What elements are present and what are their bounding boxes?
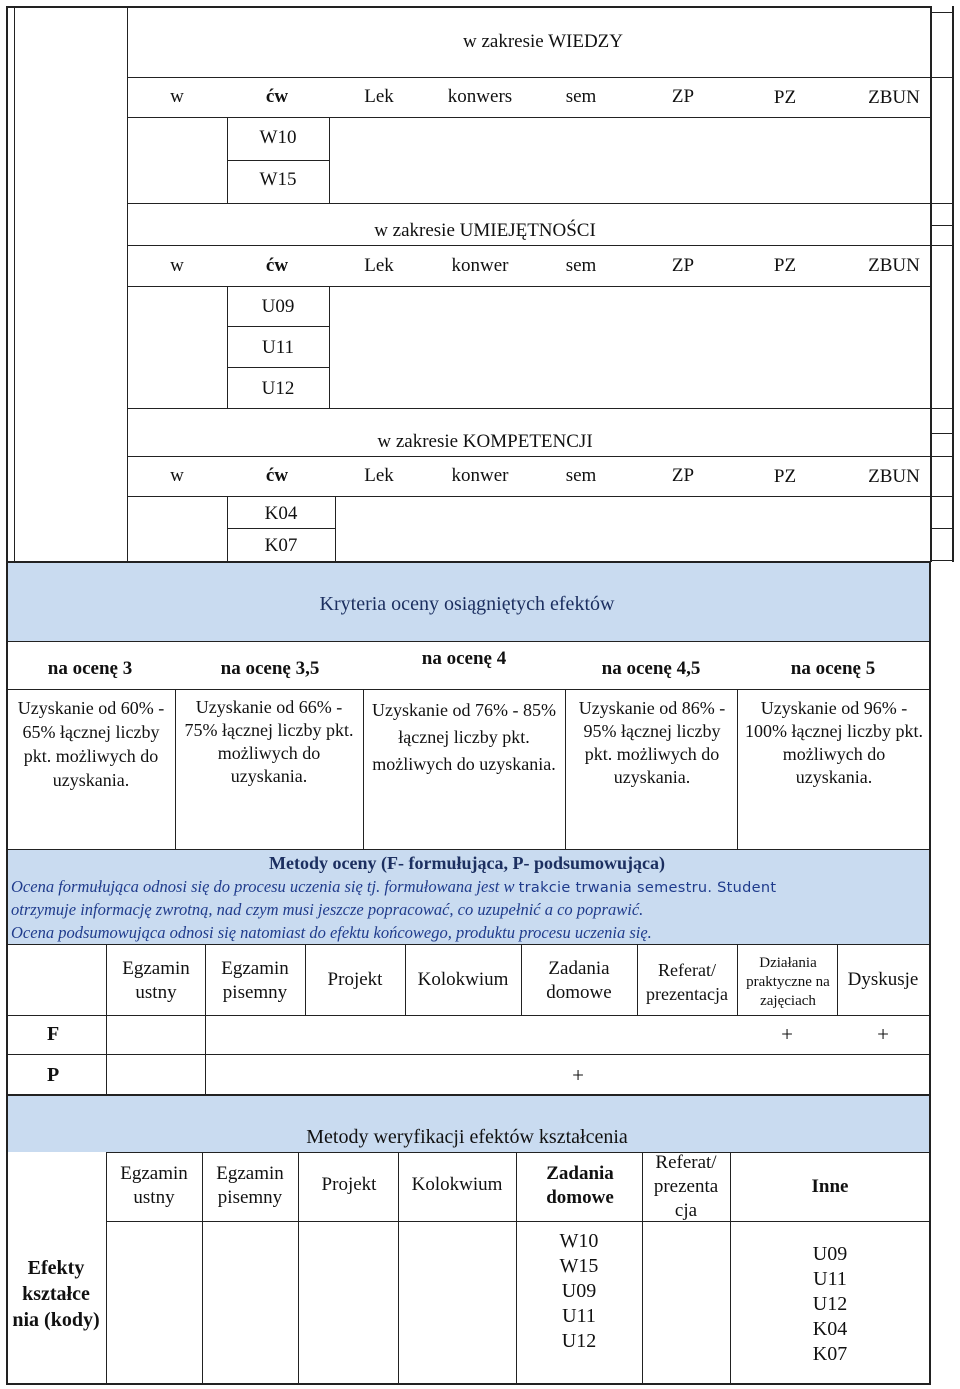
divider (106, 944, 107, 1094)
frame-left-inner (14, 6, 15, 562)
inne-code: U09 (812, 1243, 848, 1265)
divider (127, 456, 930, 457)
umiejetnosci-col-pz: PZ (773, 255, 797, 276)
umiejetnosci-row: U12 (261, 378, 295, 399)
method-dyskusje: Dyskusje (847, 969, 919, 990)
divider (930, 225, 953, 226)
inne-code: U12 (812, 1293, 848, 1315)
divider (106, 1221, 931, 1222)
grade-3-description: Uzyskanie od 60% - 65% łącznej liczby pkt. możliwych do uzyskania. (17, 698, 165, 790)
divider (6, 849, 8, 1094)
kompetencje-row: K04 (264, 503, 298, 524)
frame-top (6, 6, 930, 8)
frame-left (6, 6, 8, 562)
divider (521, 944, 522, 1015)
divider (929, 1094, 931, 1384)
verify-kolokwium: Kolokwium (411, 1174, 503, 1195)
divider (127, 77, 953, 78)
wiedza-row: W15 (259, 169, 297, 190)
divider (175, 689, 176, 849)
grade-4-description: Uzyskanie od 76% - 85% łącznej liczby pkt. możliwych do uzyskania. (372, 700, 556, 774)
divider (930, 528, 953, 529)
divider (516, 1152, 517, 1384)
divider (642, 1152, 643, 1384)
method-egzamin-ustny: Egzamin ustny (122, 958, 190, 1003)
kompetencje-col-zbun: ZBUN (868, 466, 920, 487)
wiedza-col-zp: ZP (671, 86, 695, 107)
divider (930, 245, 953, 246)
zadania-code: U12 (561, 1330, 597, 1352)
wiedza-col-zbun: ZBUN (868, 87, 920, 108)
divider (298, 1152, 299, 1384)
metody-oceny-text-1a: Ocena formułująca odnosi się do procesu uczenia się tj. formułowana jest w (11, 877, 519, 896)
divider (106, 1152, 107, 1384)
kompetencje-col-konwer: konwer (451, 465, 509, 486)
divider (127, 117, 930, 118)
inne-code: K07 (812, 1343, 848, 1365)
metody-oceny-text-2: otrzymuje informację zwrotną, nad czym musi jeszcze popracować, co uzupełnić a co poprawić. (11, 900, 644, 919)
efekty-label: Efekty kształce nia (kody) (12, 1257, 100, 1331)
divider (6, 1054, 931, 1055)
grade-4-5: na ocenę 4,5 (601, 658, 701, 679)
kompetencje-row: K07 (264, 535, 298, 556)
divider (6, 641, 931, 642)
divider (227, 326, 330, 327)
metody-oceny-title: Metody oceny (F- formułująca, P- podsumowująca) (269, 853, 665, 873)
umiejetnosci-col-zp: ZP (671, 255, 695, 276)
method-zadania-domowe: Zadania domowe (546, 958, 612, 1003)
grade-4-5-description: Uzyskanie od 86% - 95% łącznej liczby pkt. możliwych do uzyskania. (578, 698, 726, 787)
wiedza-row: W10 (259, 127, 297, 148)
divider (305, 944, 306, 1015)
kompetencje-col-cw: ćw (265, 465, 289, 486)
umiejetnosci-col-sem: sem (565, 255, 597, 276)
inne-code: U11 (813, 1268, 847, 1290)
frame-right (930, 6, 932, 562)
divider (127, 286, 930, 287)
umiejetnosci-row: U09 (261, 296, 295, 317)
divider (837, 944, 838, 1015)
metody-oceny-text-3: Ocena podsumowująca odnosi się natomiast do efektu końcowego, produktu procesu uczenia się. (11, 923, 652, 942)
kompetencje-col-w: w (170, 465, 184, 486)
verify-egzamin-pisemny: Egzamin pisemny (216, 1163, 284, 1208)
zadania-code: W15 (559, 1255, 599, 1277)
divider (205, 944, 206, 1094)
kompetencje-col-sem: sem (565, 465, 597, 486)
zadania-code: U09 (561, 1280, 597, 1302)
divider (6, 1383, 931, 1385)
wiedza-col-konwers: konwers (447, 86, 513, 107)
verify-inne: Inne (811, 1176, 849, 1197)
grade-3: na ocenę 3 (47, 658, 133, 679)
content-left (127, 6, 128, 562)
divider (930, 77, 953, 78)
divider (930, 12, 953, 13)
wiedza-title: w zakresie WIEDZY (462, 31, 624, 52)
divider (227, 367, 330, 368)
inne-code: K04 (812, 1318, 848, 1340)
kompetencje-col-lek: Lek (364, 465, 394, 486)
divider (106, 1152, 931, 1153)
kompetencje-col-zp: ZP (671, 465, 695, 486)
method-dzialania: Działania praktyczne na zajęciach (746, 955, 830, 1009)
divider (565, 689, 566, 849)
divider (363, 689, 364, 849)
divider (335, 496, 336, 562)
divider (930, 560, 953, 561)
grade-3-5: na ocenę 3,5 (220, 658, 320, 679)
metody-oceny-text-1 (11, 876, 776, 899)
weryfikacja-title: Metody weryfikacji efektów kształcenia (306, 1126, 628, 1148)
divider (6, 849, 931, 850)
method-referat: Referat/ prezentacja (646, 960, 728, 1004)
divider (6, 1094, 931, 1096)
row-f-mark-dzialania: + (781, 1022, 793, 1046)
wiedza-col-w: w (170, 86, 184, 107)
grade-3-5-description: Uzyskanie od 66% - 75% łącznej liczby pkt. możliwych do uzyskania. (184, 697, 354, 786)
wiedza-col-sem: sem (565, 86, 597, 107)
divider (127, 245, 930, 246)
zadania-code: U11 (562, 1305, 596, 1327)
wiedza-col-lek: Lek (364, 86, 394, 107)
umiejetnosci-col-zbun: ZBUN (868, 255, 920, 276)
grade-5: na ocenę 5 (790, 658, 876, 679)
grade-5-description: Uzyskanie od 96% - 100% łącznej liczby pkt. możliwych do uzyskania. (745, 698, 923, 787)
row-p-mark-zadania: + (572, 1063, 584, 1087)
divider (929, 849, 931, 1094)
divider (329, 286, 330, 408)
row-f-mark-dyskusje: + (877, 1022, 889, 1046)
divider (6, 561, 931, 563)
umiejetnosci-col-konwer: konwer (451, 255, 509, 276)
divider (227, 160, 330, 161)
divider (127, 408, 953, 409)
kompetencje-title: w zakresie KOMPETENCJI (377, 431, 593, 452)
kryteria-title: Kryteria oceny osiągniętych efektów (319, 593, 615, 615)
divider (737, 689, 738, 849)
divider (6, 1015, 931, 1016)
wiedza-col-cw: ćw (265, 86, 289, 107)
kompetencje-col-pz: PZ (773, 466, 797, 487)
row-p-label: P (47, 1064, 60, 1086)
divider (6, 562, 8, 849)
divider (929, 562, 931, 849)
method-projekt: Projekt (327, 969, 383, 990)
divider (737, 944, 738, 1015)
zadania-code: W10 (559, 1230, 599, 1252)
divider (127, 203, 953, 204)
umiejetnosci-row: U11 (261, 337, 295, 358)
method-egzamin-pisemny: Egzamin pisemny (221, 958, 289, 1003)
divider (6, 689, 931, 690)
divider (227, 286, 228, 408)
verify-referat: Referat/ prezenta cja (653, 1152, 719, 1221)
umiejetnosci-col-lek: Lek (364, 255, 394, 276)
divider (127, 496, 953, 497)
divider (405, 944, 406, 1015)
umiejetnosci-col-w: w (170, 255, 184, 276)
umiejetnosci-col-cw: ćw (265, 255, 289, 276)
row-f-label: F (47, 1023, 60, 1045)
grade-4: na ocenę 4 (421, 648, 507, 669)
divider (930, 456, 953, 457)
divider (398, 1152, 399, 1384)
divider (930, 433, 953, 434)
verify-zadania-domowe: Zadania domowe (546, 1163, 614, 1208)
metody-oceny-text-1b: trakcie trwania semestru. Student (518, 880, 777, 896)
verify-projekt: Projekt (321, 1174, 377, 1195)
divider (6, 944, 931, 945)
frame-right-outer (952, 6, 954, 562)
divider (227, 496, 228, 562)
wiedza-col-pz: PZ (773, 87, 797, 108)
divider (730, 1152, 731, 1384)
verify-egzamin-ustny: Egzamin ustny (120, 1163, 188, 1208)
divider (637, 944, 638, 1015)
umiejetnosci-title: w zakresie UMIEJĘTNOŚCI (374, 220, 596, 241)
divider (227, 528, 336, 529)
method-kolokwium: Kolokwium (417, 969, 509, 990)
divider (6, 1094, 8, 1384)
